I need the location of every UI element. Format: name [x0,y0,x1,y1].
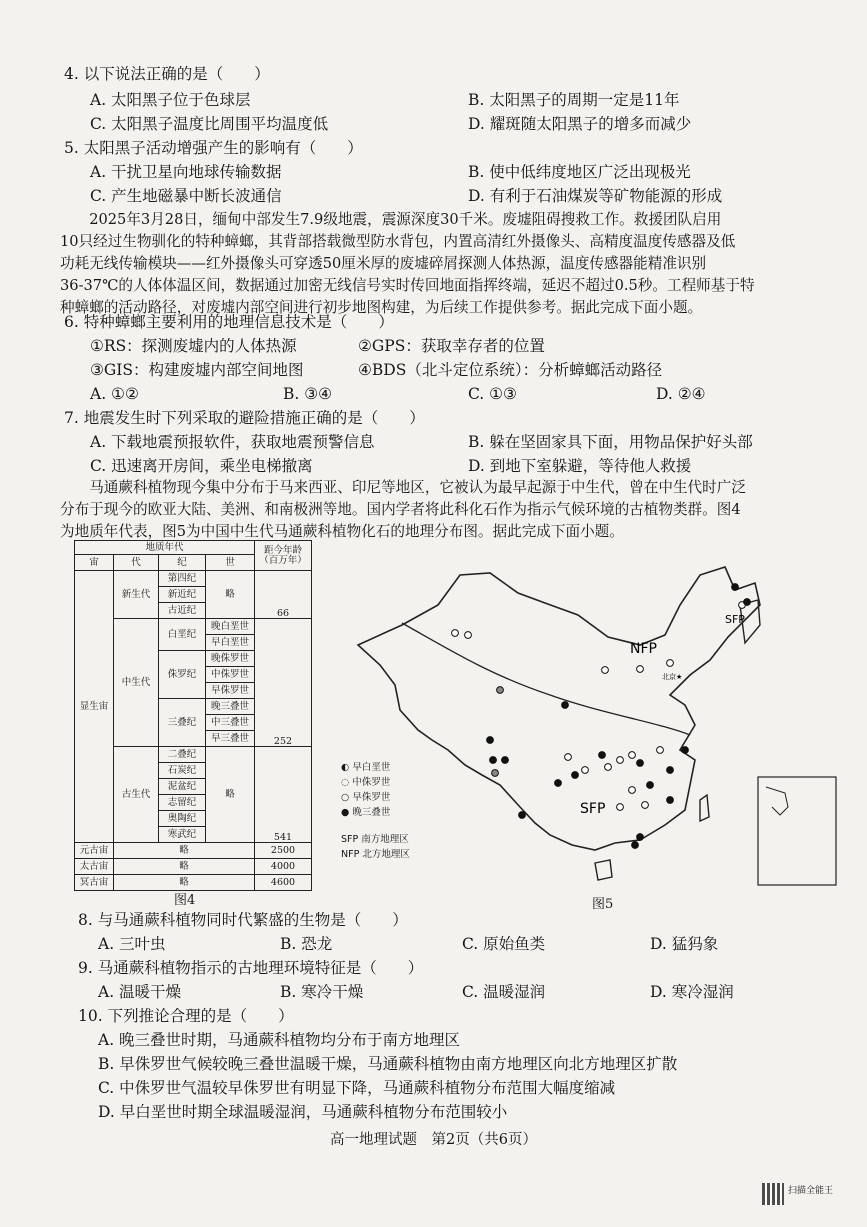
hainan-island [595,860,612,880]
passage2-line: 分布于现今的欧亚大陆、美洲、和南极洲等地。国内学者将此科化石作为指示气候环境的古植物类群。图4 [60,501,741,518]
period-triassic: 三叠纪 [159,699,206,747]
q5-option-d: D. 有利于石油煤炭等矿物能源的形成 [468,187,723,205]
period-cell: 志留纪 [159,795,206,811]
taiwan-island [700,795,709,821]
passage1-line: 种蟑螂的活动路径，对废墟内部空间进行初步地图构建，为后续工作提供参考。据此完成下面小题。 [60,299,703,316]
q6-option-d: D. ②④ [656,385,706,403]
geologic-time-table [74,540,312,891]
passage-fern [60,477,805,543]
q7-option-a: A. 下载地震预报软件，获取地震预警信息 [90,433,375,451]
q5-option-b: B. 使中低纬度地区广泛出现极光 [468,163,691,181]
table-header-age [255,541,312,571]
epoch-omitted: 略 [114,875,255,891]
fossil-site-marker [602,667,609,674]
figure-5-caption: 图5 [592,897,614,912]
epoch-cell: 早三叠世 [206,731,255,747]
eon-archean: 太古宙 [75,859,114,875]
fossil-site-marker [657,747,664,754]
fossil-site-marker [582,767,589,774]
nfp-sfp-boundary [402,623,690,735]
period-cell: 新近纪 [159,587,206,603]
fossil-site-marker [452,630,459,637]
scanner-watermark: 扫描全能王 [788,1186,834,1196]
q5-option-a: A. 干扰卫星向地球传输数据 [90,163,282,181]
fossil-site-marker [642,802,649,809]
inset-coast [766,787,788,815]
fossil-site-marker [637,760,644,767]
fossil-site-marker [732,584,739,591]
legend-sfp: SFP 南方地理区 [341,834,409,845]
passage1-line: 36-37℃的人体体温区间，数据通过加密无线信号实时传回地面指挥终端，延迟不超过0.5秒。工程师基于特 [60,277,755,294]
fossil-site-marker [682,747,689,754]
q7-option-d: D. 到地下室躲避，等待他人救援 [468,457,692,475]
period-cretaceous: 白垩纪 [159,619,206,651]
question-6-stem: 6. 特种蟑螂主要利用的地理信息技术是（ ） [64,313,394,331]
fossil-site-marker [667,797,674,804]
legend-label: 早白垩世 [352,762,391,773]
legend-nfp: NFP 北方地理区 [341,849,410,860]
figure-4-caption: 图4 [174,893,196,908]
period-cell: 泥盆纪 [159,779,206,795]
q9-option-d: D. 寒冷湿润 [650,983,734,1001]
nfp-label: NFP [630,641,657,657]
passage2-line: 为地质年代表，图5为中国中生代马通蕨科植物化石的地理分布图。据此完成下面小题。 [60,523,624,540]
epoch-cell: 早白垩世 [206,635,255,651]
q6-statement-2: ②GPS：获取幸存者的位置 [358,337,545,355]
q6-option-a: A. ①② [90,385,139,403]
fossil-site-marker [667,767,674,774]
fossil-site-marker [637,834,644,841]
q8-option-b: B. 恐龙 [280,935,333,953]
fossil-site-marker [555,780,562,787]
age-4600: 4600 [255,875,312,891]
fossil-site-marker [632,842,639,849]
epoch-omitted: 略 [206,571,255,619]
q7-option-b: B. 躲在坚固家具下面，用物品保护好头部 [468,433,753,451]
fossil-site-marker [617,757,624,764]
page-footer: 高一地理试题 第2页（共6页） [330,1132,537,1148]
q4-option-b: B. 太阳黑子的周期一定是11年 [468,91,680,109]
epoch-cell: 中侏罗世 [206,667,255,683]
q9-option-b: B. 寒冷干燥 [280,983,364,1001]
qr-code-icon [762,1183,784,1205]
fossil-site-marker [572,772,579,779]
fossil-site-marker [599,752,606,759]
epoch-cell: 晚侏罗世 [206,651,255,667]
q6-option-c: C. ①③ [468,385,517,403]
col-period: 纪 [159,555,206,571]
passage-earthquake [60,209,805,319]
passage2-line: 马通蕨科植物现今集中分布于马来西亚、印尼等地区，它被认为最早起源于中生代，曾在中生代时广泛 [60,479,746,496]
fossil-site-marker [629,787,636,794]
q6-statement-1: ①RS：探测废墟内的人体热源 [90,337,297,355]
table-header-geologic-time: 地质年代 [75,541,255,555]
age-66: 66 [255,571,312,619]
fossil-site-marker [667,660,674,667]
legend-label: 中侏罗世 [352,777,391,788]
epoch-omitted: 略 [206,747,255,843]
question-7-stem: 7. 地震发生时下列采取的避险措施正确的是（ ） [64,409,425,427]
period-jurassic: 侏罗纪 [159,651,206,699]
fossil-site-marker [562,702,569,709]
question-10-stem: 10. 下列推论合理的是（ ） [78,1007,294,1025]
col-era: 代 [114,555,159,571]
eon-phanerozoic: 显生宙 [75,571,114,843]
map-legend [341,760,410,862]
legend-late-triassic: ● 晚三叠世 [341,807,391,818]
q7-option-c: C. 迅速离开房间，乘坐电梯撤离 [90,457,313,475]
sfp-east-label: SFP [725,613,745,626]
fossil-site-marker [605,764,612,771]
q10-option-c: C. 中侏罗世气温较早侏罗世有明显下降，马通蕨科植物分布范围大幅度缩减 [98,1079,616,1097]
period-cell: 第四纪 [159,571,206,587]
fossil-site-marker [519,812,526,819]
q8-option-a: A. 三叶虫 [98,935,166,953]
fossil-site-marker [492,770,499,777]
sfp-label: SFP [580,801,606,817]
era-paleozoic: 古生代 [114,747,159,843]
question-8-stem: 8. 与马通蕨科植物同时代繁盛的生物是（ ） [78,911,408,929]
legend-middle-jurassic: ◌ 中侏罗世 [341,777,391,788]
fossil-site-marker [637,666,644,673]
q6-option-b: B. ③④ [283,385,333,403]
q4-option-a: A. 太阳黑子位于色球层 [90,91,251,109]
q4-option-d: D. 耀斑随太阳黑子的增多而减少 [468,115,692,133]
q5-option-c: C. 产生地磁暴中断长波通信 [90,187,282,205]
fossil-site-marker [497,687,504,694]
q6-statement-3: ③GIS：构建废墟内部空间地图 [90,361,304,379]
epoch-omitted: 略 [114,859,255,875]
fossil-site-marker [629,752,636,759]
q8-option-c: C. 原始鱼类 [462,935,546,953]
q9-option-c: C. 温暖湿润 [462,983,546,1001]
epoch-omitted: 略 [114,843,255,859]
era-cenozoic: 新生代 [114,571,159,619]
passage1-line: 2025年3月28日，缅甸中部发生7.9级地震，震源深度30千米。废墟阻碍搜救工作。救援团队启用 [60,211,722,228]
period-cell: 奥陶纪 [159,811,206,827]
south-china-sea-inset [758,777,836,885]
fossil-site-marker [617,804,624,811]
q10-option-b: B. 早侏罗世气候较晚三叠世温暖干燥，马通蕨科植物由南方地理区向北方地理区扩散 [98,1055,678,1073]
legend-label: 早侏罗世 [352,792,391,803]
fossil-site-marker [502,757,509,764]
question-5-stem: 5. 太阳黑子活动增强产生的影响有（ ） [64,139,363,157]
eon-hadean: 冥古宙 [75,875,114,891]
q8-option-d: D. 猛犸象 [650,935,719,953]
legend-label: 晚三叠世 [352,807,391,818]
fossil-site-marker [744,599,751,606]
fossil-site-marker [565,754,572,761]
era-mesozoic: 中生代 [114,619,159,747]
period-cell: 石炭纪 [159,763,206,779]
period-cell: 寒武纪 [159,827,206,843]
china-fossil-map [340,545,850,890]
passage1-line: 10只经过生物驯化的特种蟑螂，其背部搭载微型防水背包，内置高清红外摄像头、高精度温度传感器及低 [60,233,736,250]
fossil-site-marker [647,782,654,789]
age-header-unit: （百万年） [259,554,307,566]
epoch-cell: 中三叠世 [206,715,255,731]
q6-statement-4: ④BDS（北斗定位系统）：分析蟑螂活动路径 [358,361,663,379]
question-9-stem: 9. 马通蕨科植物指示的古地理环境特征是（ ） [78,959,424,977]
fossil-site-marker [465,632,472,639]
eon-proterozoic: 元古宙 [75,843,114,859]
legend-early-jurassic: ○ 早侏罗世 [341,792,391,803]
fossil-site-marker [490,757,497,764]
age-541: 541 [255,747,312,843]
age-2500: 2500 [255,843,312,859]
q10-option-d: D. 早白垩世时期全球温暖湿润，马通蕨科植物分布范围较小 [98,1103,508,1121]
epoch-cell: 晚白垩世 [206,619,255,635]
age-header-label: 距今年龄 [263,545,302,556]
epoch-cell: 早侏罗世 [206,683,255,699]
legend-early-cretaceous: ◐ 早白垩世 [341,762,391,773]
period-cell: 二叠纪 [159,747,206,763]
age-4000: 4000 [255,859,312,875]
q10-option-a: A. 晚三叠世时期，马通蕨科植物均分布于南方地理区 [98,1031,461,1049]
col-eon: 宙 [75,555,114,571]
epoch-cell: 晚三叠世 [206,699,255,715]
question-4-stem: 4. 以下说法正确的是（ ） [64,65,270,83]
beijing-label: 北京★ [662,673,683,681]
age-252: 252 [255,619,312,747]
q4-option-c: C. 太阳黑子温度比周围平均温度低 [90,115,329,133]
fossil-site-marker [487,737,494,744]
period-cell: 古近纪 [159,603,206,619]
q9-option-a: A. 温暖干燥 [98,983,182,1001]
passage1-line: 功耗无线传输模块——红外摄像头可穿透50厘米厚的废墟碎屑探测人体热源，温度传感器能精准识别 [60,255,707,272]
col-epoch: 世 [206,555,255,571]
